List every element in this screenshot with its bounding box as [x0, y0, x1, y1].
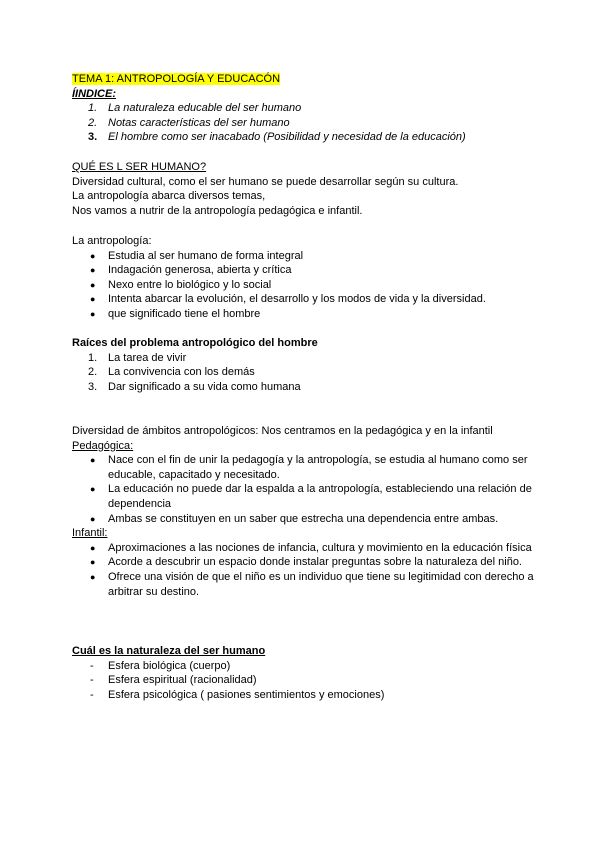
- list-item: ● Nexo entre lo biológico y lo social: [90, 278, 272, 291]
- list-item: - Esfera psicológica ( pasiones sentimientos y emociones): [90, 688, 385, 701]
- title-section: [72, 72, 542, 145]
- list-item: ● Intenta abarcar la evolución, el desarrollo y los modos de vida y la diversidad.: [90, 293, 486, 306]
- document-title: TEMA 1: ANTROPOLOGÍA Y EDUCACÓN: [72, 73, 281, 85]
- index-list: [72, 101, 542, 145]
- bullet-list: [72, 453, 542, 526]
- list-item: ● que significado tiene el hombre: [90, 307, 261, 320]
- subsection-label: Infantil:: [72, 527, 108, 540]
- list-item: 3. Dar significado a su vida como humana: [88, 380, 301, 393]
- naturaleza-section: [72, 644, 542, 702]
- index-heading: ÍINDICE:: [72, 87, 116, 100]
- subsection-label: Pedagógica:: [72, 439, 134, 452]
- paragraph-line: Diversidad de ámbitos antropológicos: Nos centramos en la pedagógica y en la infantil: [72, 425, 493, 437]
- numbered-list: [72, 351, 542, 395]
- list-item: 3. El hombre como ser inacabado (Posibilidad y necesidad de la educación): [88, 131, 466, 144]
- list-item: ● Indagación generosa, abierta y crítica: [90, 264, 292, 277]
- list-item: ● Aproximaciones a las nociones de infancia, cultura y movimiento en la educación física: [90, 541, 532, 554]
- ser-humano-section: [72, 160, 542, 218]
- paragraph-line: La antropología abarca diversos temas,: [72, 190, 266, 203]
- paragraph-line: Nos vamos a nutrir de la antropología pedagógica e infantil.: [72, 204, 363, 217]
- list-item: 1. La tarea de vivir: [88, 351, 187, 364]
- paragraph-line: La antropología:: [72, 235, 152, 247]
- list-item: - Esfera espiritual (racionalidad): [90, 674, 257, 687]
- bullet-list: [72, 249, 542, 322]
- antropologia-section: [72, 234, 542, 322]
- list-item: ● Ambas se constituyen en un saber que estrecha una dependencia entre ambas.: [90, 512, 499, 525]
- list-item: 2. Notas características del ser humano: [88, 116, 290, 129]
- section-heading: QUÉ ES L SER HUMANO?: [72, 161, 207, 173]
- list-item: ● Nace con el fin de unir la pedagogía y la antropología, se estudia al humano como ser educable, capacitado y necesitado.: [90, 454, 528, 481]
- section-heading: Raíces del problema antropológico del hombre: [72, 337, 318, 349]
- diversidad-section: [72, 424, 542, 599]
- section-heading: Cuál es la naturaleza del ser humano: [72, 645, 266, 657]
- list-item: ● Ofrece una visión de que el niño es un individuo que tiene su legitimidad con derecho a arbitrar su destino.: [90, 570, 534, 598]
- list-item: ● La educación no puede dar la espalda a la antropología, estableciendo una relación de dependencia: [90, 483, 532, 510]
- raices-section: [72, 336, 542, 394]
- list-item: 1. La naturaleza educable del ser humano: [88, 102, 302, 115]
- bullet-list: [72, 541, 542, 599]
- list-item: - Esfera biológica (cuerpo): [90, 659, 231, 672]
- paragraph-line: Diversidad cultural, como el ser humano se puede desarrollar según su cultura.: [72, 175, 459, 188]
- dash-list: [72, 659, 542, 703]
- list-item: 2. La convivencia con los demás: [88, 366, 255, 379]
- list-item: ● Acorde a descubrir un espacio donde instalar preguntas sobre la naturaleza del niño.: [90, 556, 522, 569]
- list-item: ● Estudia al ser humano de forma integral: [90, 249, 304, 262]
